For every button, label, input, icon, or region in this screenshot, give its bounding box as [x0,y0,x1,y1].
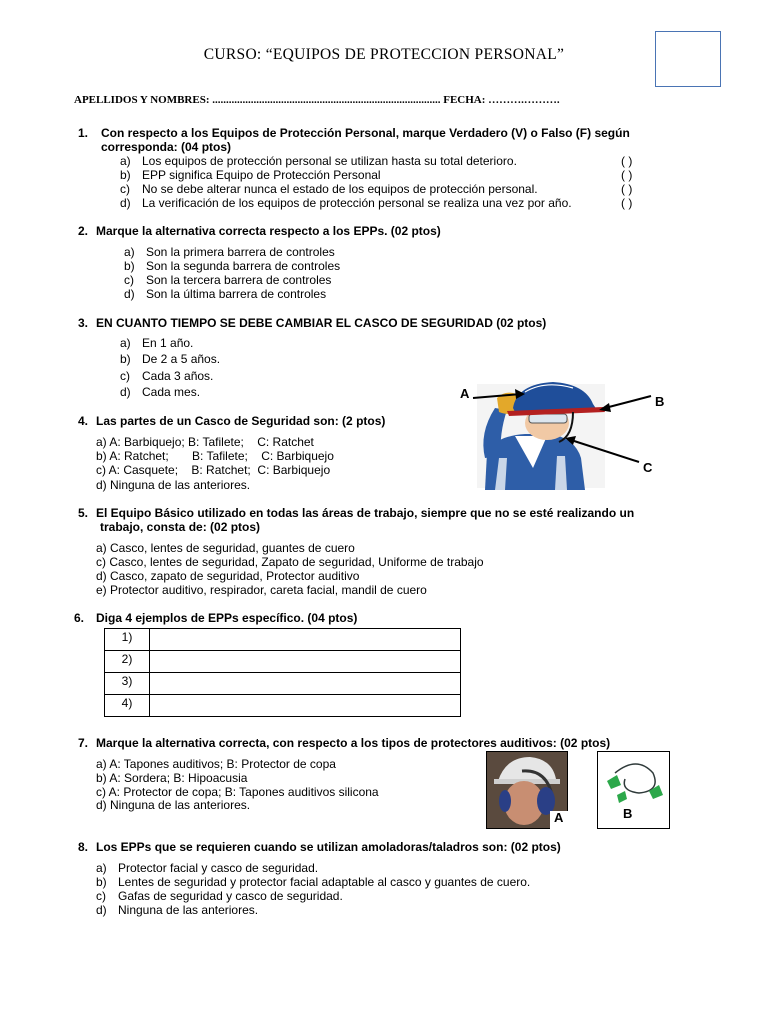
answer-blank[interactable]: ( ) [621,182,633,196]
option-text: Cada 3 años. [142,369,214,383]
q2-option-b [124,259,340,273]
row-number: 2) [105,651,150,673]
q5-option-c: c) Casco, lentes de seguridad, Zapato de seguridad, Uniforme de trabajo [96,555,484,569]
option-text: Los equipos de protección personal se utilizan hasta su total deterioro. [142,154,517,168]
earmuff-label-a: A [554,810,564,825]
q1-option-b [120,168,381,182]
q4-option-b: b) A: Ratchet; B: Tafilete; C: Barbiquejo [96,449,334,463]
option-text: Son la última barrera de controles [146,287,327,301]
answer-blank[interactable]: ( ) [621,154,633,168]
question-7 [78,736,611,750]
q4-option-a: a) A: Barbiquejo; B: Tafilete; C: Ratchet [96,435,314,449]
q1-option-a [120,154,517,168]
option-letter: b) [124,259,135,273]
row-number: 1) [105,629,150,651]
q7-option-a: a) A: Tapones auditivos; B: Protector de copa [96,757,336,771]
q5-option-a: a) Casco, lentes de seguridad, guantes de cuero [96,541,355,555]
question-text: Marque la alternativa correcta, con respecto a los tipos de protectores auditivos: (02 ptos) [96,736,611,750]
option-text: De 2 a 5 años. [142,352,221,366]
q8-option-d [96,903,258,917]
question-8 [78,840,561,854]
q3-option-d [120,385,200,399]
option-text: La verificación de los equipos de protección personal se realiza una vez por año. [142,196,572,210]
question-text: EN CUANTO TIEMPO SE DEBE CAMBIAR EL CASCO DE SEGURIDAD (02 ptos) [96,316,547,330]
page-title: CURSO: “EQUIPOS DE PROTECCION PERSONAL” [203,46,565,63]
q3-option-a [120,336,193,350]
question-text: Diga 4 ejemplos de EPPs específico. (04 ptos) [96,611,358,625]
q7-option-b: b) A: Sordera; B: Hipoacusia [96,771,248,785]
question-text: Con respecto a los Equipos de Protección Personal, marque Verdadero (V) o Falso (F) según [101,126,630,140]
q3-option-b [120,352,220,366]
question-number: 8. [78,840,89,854]
option-text: En 1 año. [142,336,194,350]
option-letter: c) [120,369,130,383]
option-letter: c) [124,273,134,287]
helmet-label-a: A [460,386,470,401]
name-date-line: APELLIDOS Y NOMBRES: ................................................................................... FECHA: ……….………. [74,94,560,106]
option-text: Son la primera barrera de controles [146,245,335,259]
answer-blank[interactable]: ( ) [621,196,633,210]
question-2 [78,224,441,238]
option-text: Son la segunda barrera de controles [146,259,341,273]
q8-option-b [96,875,530,889]
question-text: Los EPPs que se requieren cuando se utilizan amoladoras/taladros son: (02 ptos) [96,840,561,854]
question-number: 3. [78,316,89,330]
epp-examples-table [104,628,461,717]
option-letter: d) [124,287,135,301]
answer-cell[interactable] [150,673,461,695]
table-row [105,673,461,695]
option-text: Cada mes. [142,385,201,399]
q8-option-c [96,889,343,903]
table-row [105,651,461,673]
q7-option-c: c) A: Protector de copa; B: Tapones auditivos silicona [96,785,379,799]
option-text: No se debe alterar nunca el estado de los equipos de protección personal. [142,182,538,196]
question-4 [78,414,386,428]
question-text: Marque la alternativa correcta respecto a los EPPs. (02 ptos) [96,224,441,238]
question-number: 4. [78,414,89,428]
option-letter: d) [96,903,107,917]
q8-option-a [96,861,318,875]
earplugs-label-b: B [623,806,633,821]
q3-option-c [120,369,213,383]
q2-option-c [124,273,331,287]
option-letter: b) [120,168,131,182]
q5-option-e: e) Protector auditivo, respirador, careta facial, mandil de cuero [96,583,427,597]
question-number: 1. [78,126,89,140]
table-row [105,695,461,717]
option-text: Protector facial y casco de seguridad. [118,861,319,875]
option-letter: a) [124,245,135,259]
row-number: 3) [105,673,150,695]
question-5-text-cont: trabajo, consta de: (02 ptos) [100,520,261,534]
option-letter: a) [96,861,107,875]
q1-option-c [120,182,538,196]
question-number: 2. [78,224,89,238]
option-letter: b) [120,352,131,366]
option-letter: b) [96,875,107,889]
score-box [655,31,721,87]
question-6 [74,611,358,625]
option-letter: a) [120,154,131,168]
question-text: El Equipo Básico utilizado en todas las áreas de trabajo, siempre que no se esté realizando un [96,506,635,520]
answer-cell[interactable] [150,629,461,651]
answer-cell[interactable] [150,651,461,673]
q1-option-d [120,196,572,210]
q2-option-d [124,287,326,301]
option-text: EPP significa Equipo de Protección Personal [142,168,381,182]
q7-option-d: d) Ninguna de las anteriores. [96,798,251,812]
question-5 [78,506,635,520]
option-text: Lentes de seguridad y protector facial adaptable al casco y guantes de cuero. [118,875,531,889]
question-number: 7. [78,736,89,750]
answer-blank[interactable]: ( ) [621,168,633,182]
question-3 [78,316,547,330]
table-row [105,629,461,651]
option-letter: d) [120,385,131,399]
question-text: Las partes de un Casco de Seguridad son: (2 ptos) [96,414,386,428]
q5-option-d: d) Casco, zapato de seguridad, Protector auditivo [96,569,360,583]
row-number: 4) [105,695,150,717]
option-letter: c) [120,182,130,196]
helmet-label-b: B [655,394,665,409]
option-text: Ninguna de las anteriores. [118,903,259,917]
question-number: 5. [78,506,89,520]
question-1-text-cont: corresponda: (04 ptos) [101,140,232,154]
option-letter: c) [96,889,106,903]
question-number: 6. [74,611,85,625]
question-1 [78,126,630,140]
answer-cell[interactable] [150,695,461,717]
option-text: Son la tercera barrera de controles [146,273,332,287]
option-text: Gafas de seguridad y casco de seguridad. [118,889,343,903]
option-letter: d) [120,196,131,210]
earplugs-photo [597,751,670,829]
helmet-label-c: C [643,460,653,475]
q4-option-d: d) Ninguna de las anteriores. [96,478,251,492]
q2-option-a [124,245,335,259]
q4-option-c: c) A: Casquete; B: Ratchet; C: Barbiquejo [96,463,331,477]
option-letter: a) [120,336,131,350]
